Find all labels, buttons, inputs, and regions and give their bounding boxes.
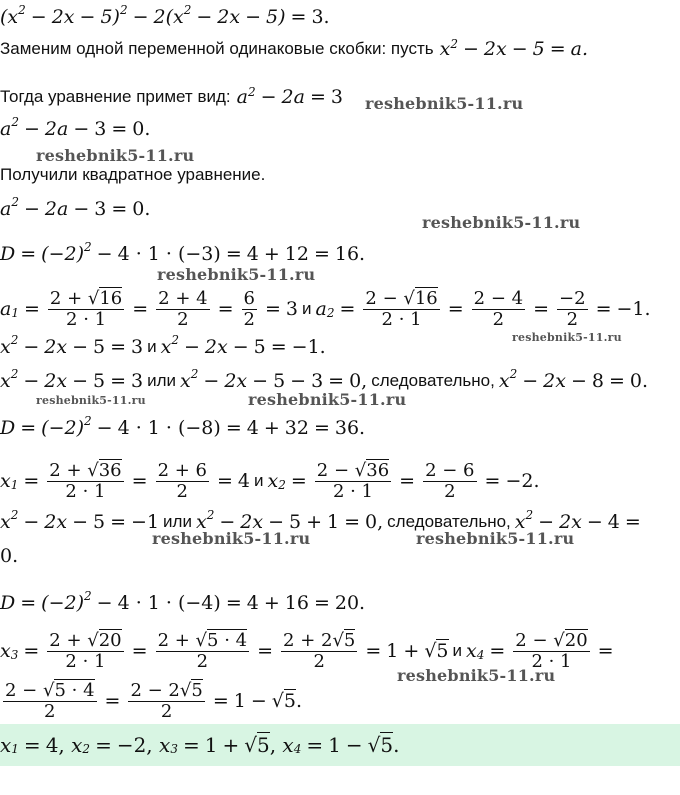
watermark: reshebnik5-11.ru	[248, 390, 407, 409]
watermark: reshebnik5-11.ru	[365, 94, 524, 113]
substitution-text: Заменим одной переменной одинаковые скобки: пусть	[0, 39, 434, 58]
quadratic-text-line	[0, 164, 265, 186]
roots-a: a $_1$ = $\frac{2 + √16}{2 \cdot 1}$ = $\frac{2 + 4}{2}$ = $\frac{6}{2}$ = 3 и a $_2$ = $\frac{2 - √16}{2 \cdot 1}$ = $\frac{2 - 4}{2}$ = $\frac{-2}{2}$ = −1.	[0, 287, 651, 330]
roots-x3-x4: x $_3$ = $\frac{2 + √20}{2 \cdot 1}$ = $\frac{2 + √5 \cdot 4}{2}$ = $\frac{2 + 2√5}{2}$ = 1 + √5 и x $_4$ = $\frac{2 - √20}{2 \cdot 1}$ =	[0, 629, 614, 672]
case-2-zero: 0.	[0, 545, 19, 567]
roots-x1-x2: x $_1$ = $\frac{2 + √36}{2 \cdot 1}$ = $\frac{2 + 6}{2}$ = 4 и x $_2$ = $\frac{2 - √36}{2 \cdot 1}$ = $\frac{2 - 6}{2}$ = −2.	[0, 459, 540, 502]
quadratic-text: Получили квадратное уравнение.	[0, 165, 266, 184]
back-substitution: x $^2$ − 2x − 5 = 3 и x $^2$ − 2x − 5 = −1.	[0, 333, 326, 358]
watermark: reshebnik5-11.ru	[36, 394, 146, 407]
final-answer: x $_1$ = 4, x $_2$ = −2, x $_3$ = 1 + √5, x $_4$ = 1 − √5.	[0, 733, 400, 757]
equation-form-line: Тогда уравнение примет вид: $a^2 - 2a = 3$	[0, 85, 343, 108]
equation-original: (x $^2$ − 2x − 5) $^2$ − 2(x $^2$ − 2x − 5) = 3.	[0, 3, 330, 28]
and-word: и	[254, 471, 264, 490]
and-word: и	[147, 337, 157, 356]
watermark: reshebnik5-11.ru	[512, 331, 622, 344]
roots-x4-continued: $\frac{2 - √5 \cdot 4}{2}$ = $\frac{2 - 2√5}{2}$ = 1 − √5.	[5, 679, 302, 722]
equation-a-repeat: a $^2$ − 2a − 3 = 0.	[0, 195, 151, 220]
substitution-line: Заменим одной переменной одинаковые скобки: пусть $x^2 - 2x - 5 = a$.	[0, 37, 588, 60]
watermark: reshebnik5-11.ru	[152, 529, 311, 548]
equation-form-text: Тогда уравнение примет вид:	[0, 87, 231, 106]
or-word: или	[163, 512, 192, 531]
case-2-equation: x $^2$ − 2x − 5 = −1 или x $^2$ − 2x − 5 + 1 = 0, следовательно, x $^2$ − 2x − 4 =	[0, 508, 641, 533]
watermark: reshebnik5-11.ru	[36, 146, 195, 165]
therefore-word: следовательно,	[387, 512, 511, 531]
or-word: или	[147, 371, 177, 390]
and-word: и	[452, 641, 463, 660]
equation-a: a $^2$ − 2a − 3 = 0.	[0, 115, 151, 140]
discriminant-1: D = (−2) $^2$ − 4 · 1 · (−3) = 4 + 12 = 16.	[0, 240, 366, 265]
watermark: reshebnik5-11.ru	[422, 213, 581, 232]
case-1-equation: x $^2$ − 2x − 5 = 3 или x $^2$ − 2x − 5 − 3 = 0, следовательно, x $^2$ − 2x − 8 = 0.	[0, 367, 649, 392]
discriminant-2: D = (−2) $^2$ − 4 · 1 · (−8) = 4 + 32 = 36.	[0, 414, 366, 439]
watermark: reshebnik5-11.ru	[416, 529, 575, 548]
watermark: reshebnik5-11.ru	[397, 666, 556, 685]
discriminant-3: D = (−2) $^2$ − 4 · 1 · (−4) = 4 + 16 = 20.	[0, 589, 366, 614]
and-word: и	[302, 299, 312, 318]
therefore-word: следовательно,	[371, 371, 495, 390]
watermark: reshebnik5-11.ru	[157, 265, 316, 284]
